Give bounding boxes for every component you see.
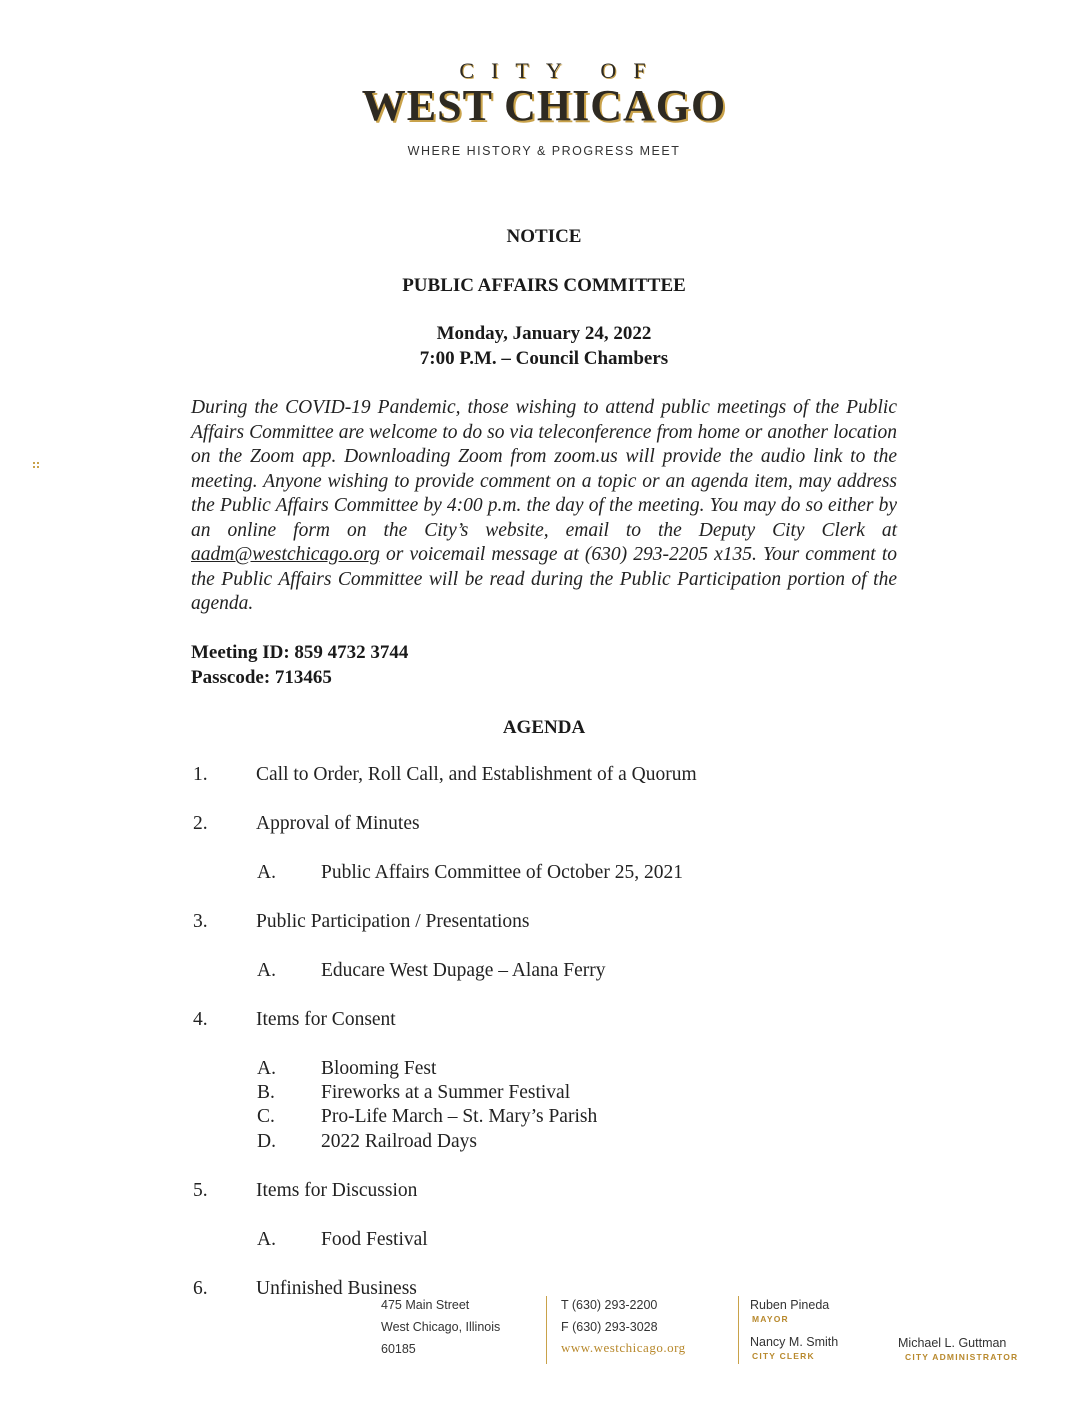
agenda-subitem-text: Fireworks at a Summer Festival	[321, 1082, 571, 1103]
agenda-item-text: Unfinished Business	[256, 1278, 417, 1299]
footer-website-link[interactable]: www.westchicago.org	[561, 1340, 686, 1355]
footer-clerk-name: Nancy M. Smith	[750, 1335, 839, 1349]
agenda-subitem-letter: B.	[257, 1082, 275, 1103]
agenda-item-text: Call to Order, Roll Call, and Establishment of a Quorum	[256, 764, 697, 785]
agenda-heading: AGENDA	[502, 717, 586, 738]
agenda-item-number: 1.	[193, 764, 208, 785]
deputy-clerk-email-link[interactable]: aadm@westchicago.org	[191, 544, 380, 565]
agenda-subitem-letter: A.	[257, 960, 276, 981]
footer-address-city: West Chicago, Illinois	[381, 1320, 501, 1334]
footer-address-street: 475 Main Street	[381, 1298, 470, 1312]
agenda-item-number: 6.	[193, 1278, 208, 1299]
margin-mark-icon	[33, 462, 39, 468]
intro-text-start: During the COVID-19 Pandemic, those wishing to attend public meetings of the Public Affairs Committee are welcome to do so via teleconference from home or another location on the Zoom app. Downloading Zoom from zoom.us will provide the audio link to the meeting. Anyone wishing to provide comment on a topic or an agenda item, may address the Public Affairs Committee by 4:00 p.m. the day of the meeting. You may do so either by an online form on the City’s website, email to the Deputy City Clerk at	[191, 397, 897, 541]
committee-heading: PUBLIC AFFAIRS COMMITTEE	[402, 275, 686, 296]
footer-mayor-name: Ruben Pineda	[750, 1298, 830, 1312]
footer-administrator-name: Michael L. Guttman	[898, 1336, 1007, 1350]
intro-text-end: or voicemail message at (630) 293-2205 x135. Your comment to the Public Affairs Committee will be read during the Public Participation portion of the agenda.	[191, 544, 897, 614]
agenda-subitem-letter: A.	[257, 1058, 276, 1079]
agenda-item-text: Approval of Minutes	[256, 813, 420, 834]
logo-city-name: WEST CHICAGO	[361, 81, 727, 130]
footer-divider	[546, 1296, 547, 1364]
agenda-item-text: Items for Discussion	[256, 1180, 418, 1201]
footer-mayor-role: MAYOR	[752, 1314, 789, 1324]
agenda-subitem-text: 2022 Railroad Days	[321, 1131, 477, 1152]
agenda-subitem-text: Food Festival	[321, 1229, 428, 1250]
footer-administrator-role: CITY ADMINISTRATOR	[905, 1352, 1019, 1362]
footer-phone: T (630) 293-2200	[561, 1298, 658, 1312]
agenda-subitem-letter: A.	[257, 1229, 276, 1250]
logo-tagline: WHERE HISTORY & PROGRESS MEET	[407, 144, 681, 158]
agenda-item-number: 5.	[193, 1180, 208, 1201]
meeting-id: Meeting ID: 859 4732 3744	[191, 642, 409, 663]
footer-divider	[738, 1296, 739, 1364]
footer-fax: F (630) 293-3028	[561, 1320, 658, 1334]
footer-address-zip: 60185	[381, 1342, 416, 1356]
agenda-subitem-text: Public Affairs Committee of October 25, 2021	[321, 862, 683, 883]
agenda-item-number: 3.	[193, 911, 208, 932]
agenda-item-text: Public Participation / Presentations	[256, 911, 530, 932]
agenda-item-number: 4.	[193, 1009, 208, 1030]
meeting-date: Monday, January 24, 2022	[436, 323, 652, 344]
agenda-subitem-letter: A.	[257, 862, 276, 883]
meeting-credentials	[191, 640, 408, 690]
agenda-subitem-text: Educare West Dupage – Alana Ferry	[321, 960, 606, 981]
agenda-item-number: 2.	[193, 813, 208, 834]
agenda-item-text: Items for Consent	[256, 1009, 396, 1030]
agenda-subitem-letter: C.	[257, 1106, 275, 1127]
meeting-time-place: 7:00 P.M. – Council Chambers	[419, 348, 669, 369]
footer-clerk-role: CITY CLERK	[752, 1351, 815, 1361]
agenda-subitem-text: Pro-Life March – St. Mary’s Parish	[321, 1106, 598, 1127]
meeting-passcode: Passcode: 713465	[191, 667, 332, 688]
logo-city-of: CITY OF	[459, 58, 663, 83]
notice-heading: NOTICE	[506, 226, 582, 247]
agenda-subitem-text: Blooming Fest	[321, 1058, 437, 1079]
agenda-subitem-letter: D.	[257, 1131, 276, 1152]
covid-notice-paragraph	[191, 396, 897, 617]
